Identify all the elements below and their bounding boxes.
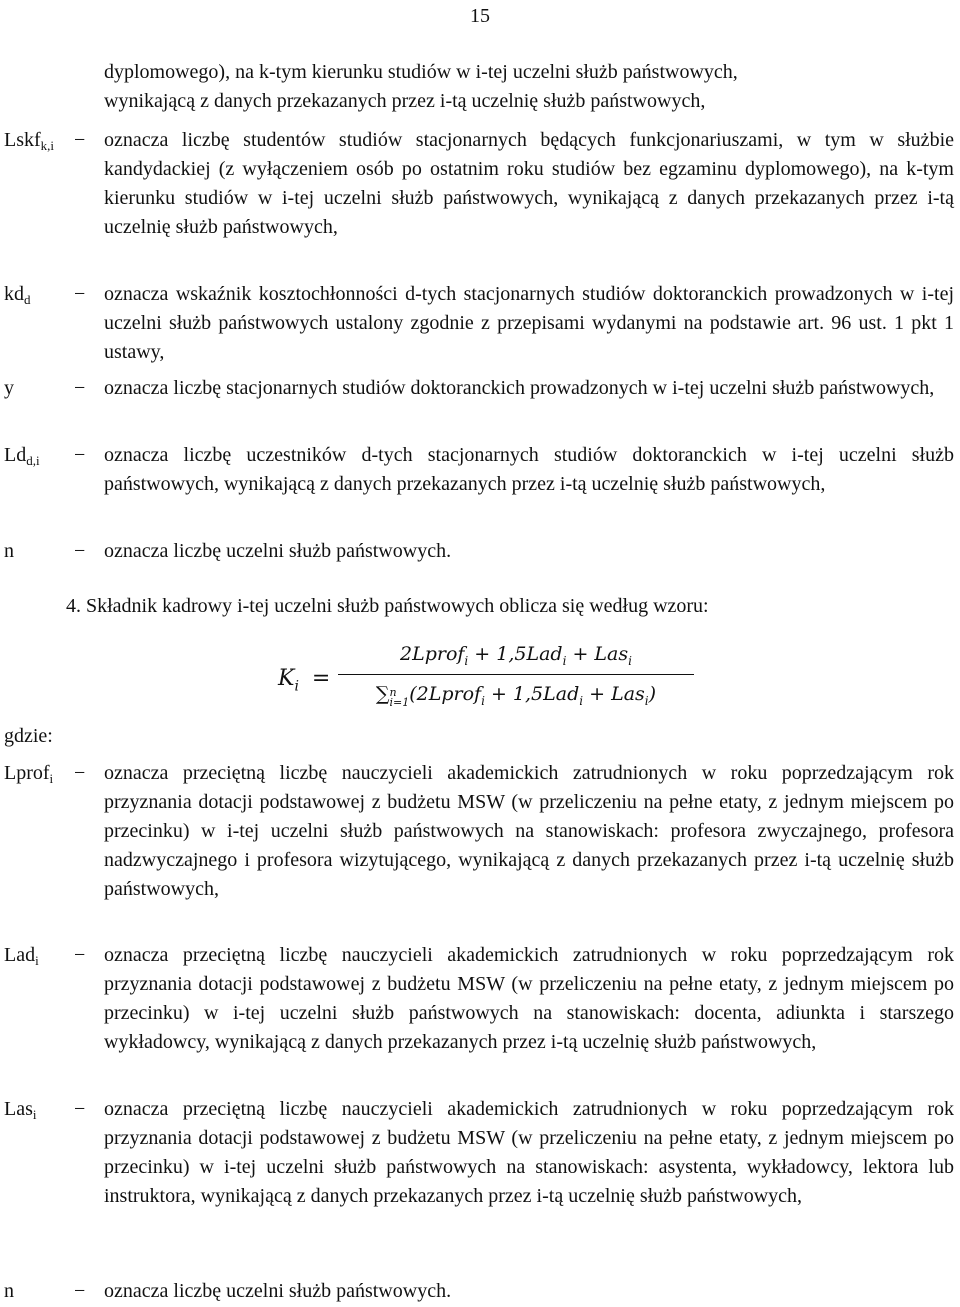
definition-dash: − [74,762,86,784]
definition-text: oznacza przeciętną liczbę nauczycieli akademickich zatrudnionych w roku poprzedzającym rok przyznania dotacji podstawowej z budżetu MSW (w przeliczeniu na pełne etaty, z jednym miejscem po przecinku) w i-tej uczelni służb państwowych na stanowiskach: docenta, adiunkta i starszego wykładowcy, wynikającą z danych przekazanych przez i-tą uczelnię służb państwowych, [104,944,954,1053]
continuation-line-1: dyplomowego), na k-tym kierunku studiów w i-tej uczelni służb państwowych, [104,61,738,83]
definition-dash: − [74,1280,86,1302]
definition-symbol: n [4,1280,14,1302]
definition-dash: − [74,444,86,466]
definition-symbol: Lprof$_i$ [4,762,54,786]
definition-symbol: Lskf$_{k,i}$ [4,129,55,153]
formula-lhs: $K_i$ = [278,666,331,695]
definition-symbol: Lad$_i$ [4,944,39,968]
definition-symbol: Las$_i$ [4,1098,37,1122]
definition-text: oznacza wskaźnik kosztochłonności d-tych stacjonarnych studiów doktoranckich prowadzonych w i-tej uczelni służb państwowych ustalony zgodnie z przepisami wydanymi na podstawie art. 96 ust. 1 pkt 1 ustawy, [104,283,954,363]
definition-text: oznacza liczbę uczelni służb państwowych. [104,1280,452,1302]
definition-dash: − [74,1098,86,1120]
definition-dash: − [74,129,86,151]
definition-symbol: $kd_d$ [4,283,31,307]
definition-text: oznacza liczbę studentów studiów stacjonarnych będących funkcjonariuszami, w tym w służbie kandydackiej (z wyłączeniem osób po ostatnim roku studiów bez egzaminu dyplomowego), na k-tym kierunku studiów w i-tej uczelni służb państwowych, wynikającą z danych przekazanych przez i-tą uczelnię służb państwowych, [104,129,954,238]
definition-dash: − [74,944,86,966]
definition-symbol: y [4,377,14,399]
definition-dash: − [74,540,86,562]
definition-text: oznacza przeciętną liczbę nauczycieli akademickich zatrudnionych w roku poprzedzającym rok przyznania dotacji podstawowej z budżetu MSW (w przeliczeniu na pełne etaty, z jednym miejscem po przecinku) w i-tej uczelni służb państwowych na stanowiskach: asystenta, wykładowcy, lektora lub instruktora, wynikającą z danych przekazanych przez i-tą uczelnię służb państwowych, [104,1098,954,1207]
formula-ki [278,632,698,720]
definition-text: oznacza przeciętną liczbę nauczycieli akademickich zatrudnionych w roku poprzedzającym rok przyznania dotacji podstawowej z budżetu MSW (w przeliczeniu na pełne etaty, z jednym miejscem po przecinku) w i-tej uczelni służb państwowych na stanowiskach: profesora zwyczajnego, profesora nadzwyczajnego i profesora wizytującego, wynikającą z danych przekazanych przez i-tą uczelnię służb państwowych, [104,762,954,900]
definition-text: oznacza liczbę uczelni służb państwowych. [104,540,452,562]
definition-symbol: n [4,540,14,562]
continuation-line-2: wynikającą z danych przekazanych przez i-tą uczelnię służb państwowych, [104,90,706,112]
definition-symbol: $Ld_{d,i}$ [4,444,40,468]
page-number: 15 [470,5,490,27]
definition-dash: − [74,283,86,305]
formula-denominator: ∑n i=1(2Lprof$_i$ + 1,5Lad$_i$ + Las$_i$) [375,683,657,709]
definition-text: oznacza liczbę uczestników d-tych stacjonarnych studiów doktoranckich w i-tej uczelni służb państwowych, wynikającą z danych przekazanych przez i-tą uczelnię służb państwowych, [104,444,954,495]
gdzie-label: gdzie: [4,725,53,747]
formula-numerator: 2Lprof$_i$ + 1,5Lad$_i$ + Las$_i$ [400,643,632,668]
definition-text: oznacza liczbę stacjonarnych studiów doktoranckich prowadzonych w i-tej uczelni służb państwowych, [104,377,935,399]
definition-dash: − [74,377,86,399]
formula-fraction-bar [338,674,694,675]
section-4-heading: 4. Składnik kadrowy i-tej uczelni służb państwowych oblicza się według wzoru: [66,595,709,617]
